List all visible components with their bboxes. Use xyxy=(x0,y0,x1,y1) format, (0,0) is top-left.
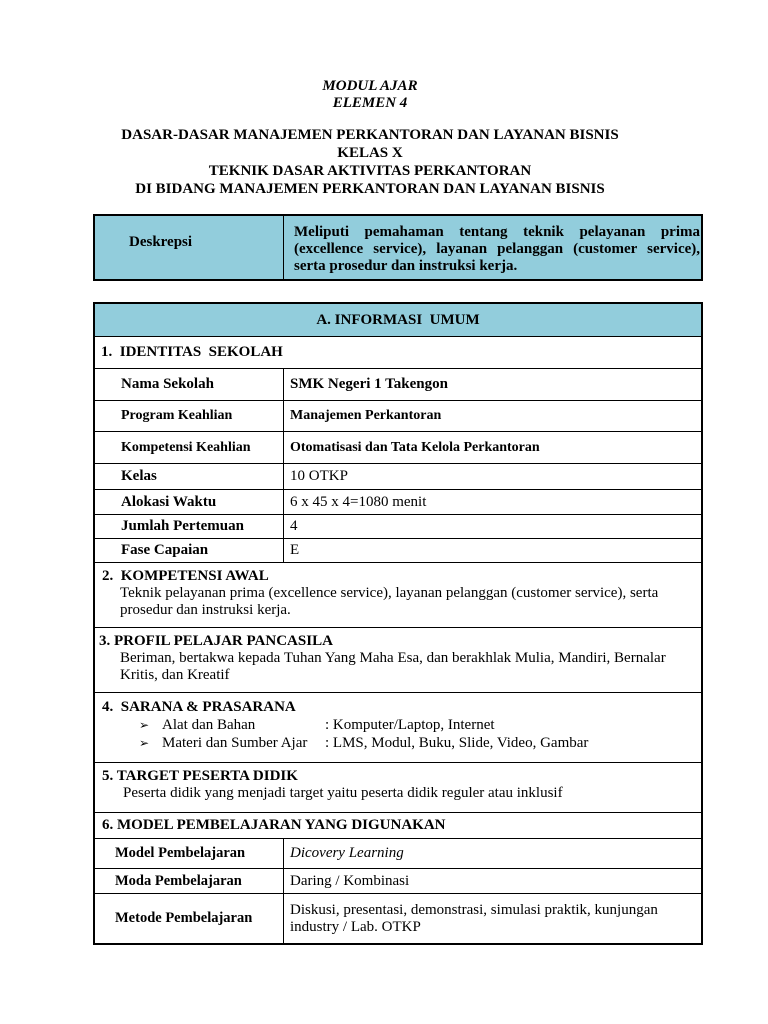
student-profile-heading: 3. PROFIL PELAJAR PANCASILA xyxy=(99,633,333,649)
table-row xyxy=(95,431,701,463)
description-line: Meliputi pemahaman tentang teknik pelayanan prima xyxy=(294,224,700,240)
element-title: ELEMEN 4 xyxy=(332,95,408,111)
description-label: Deskrepsi xyxy=(95,216,284,279)
learning-model-value: Dicovery Learning xyxy=(290,845,404,861)
description-line: serta prosedur dan instruksi kerja. xyxy=(294,258,518,274)
phase-label: Fase Capaian xyxy=(95,539,284,562)
class-title: KELAS X xyxy=(337,145,403,161)
table-row xyxy=(95,368,701,400)
field-title: DI BIDANG MANAJEMEN PERKANTORAN DAN LAYANAN BISNIS xyxy=(135,181,605,197)
program-label: Program Keahlian xyxy=(95,401,284,431)
facility-value: : LMS, Modul, Buku, Slide, Video, Gambar xyxy=(325,735,589,751)
school-name-label: Nama Sekolah xyxy=(95,369,284,400)
learning-mode-value: Daring / Kombinasi xyxy=(290,872,410,889)
time-allocation-value: 6 x 45 x 4=1080 menit xyxy=(290,493,427,510)
facilities-heading: 4. SARANA & PRASARANA xyxy=(102,699,296,715)
learning-model-label: Model Pembelajaran xyxy=(95,839,284,868)
meeting-count-label: Jumlah Pertemuan xyxy=(95,515,284,538)
table-row xyxy=(95,489,701,514)
learning-method-line: industry / Lab. OTKP xyxy=(290,918,421,935)
school-identity-heading: 1. IDENTITAS SEKOLAH xyxy=(95,336,701,368)
initial-competency-section xyxy=(95,562,701,627)
target-heading: 5. TARGET PESERTA DIDIK xyxy=(102,768,298,784)
initial-competency-line: Teknik pelayanan prima (excellence service), layanan pelanggan (customer service), serta xyxy=(120,585,659,601)
facilities-section xyxy=(95,692,701,762)
arrowhead-bullet-icon xyxy=(139,734,162,752)
module-title: MODUL AJAR xyxy=(322,78,418,94)
table-row xyxy=(95,400,701,431)
phase-value: E xyxy=(290,542,300,558)
student-profile-section xyxy=(95,627,701,692)
competency-value: Otomatisasi dan Tata Kelola Perkantoran xyxy=(290,439,540,455)
arrowhead-bullet-icon xyxy=(139,716,162,734)
subject-title: DASAR-DASAR MANAJEMEN PERKANTORAN DAN LAYANAN BISNIS xyxy=(121,127,619,143)
target-section xyxy=(95,762,701,812)
student-profile-line: Kritis, dan Kreatif xyxy=(120,667,230,683)
table-row xyxy=(95,868,701,893)
learning-method-value xyxy=(284,894,701,943)
learning-method-line: Diskusi, presentasi, demonstrasi, simulasi praktik, kunjungan xyxy=(290,901,658,918)
list-item xyxy=(95,716,701,734)
learning-mode-label: Moda Pembelajaran xyxy=(95,869,284,893)
table-row xyxy=(95,893,701,943)
general-information-table xyxy=(93,302,703,945)
list-item xyxy=(95,734,701,752)
facility-label: Materi dan Sumber Ajar xyxy=(162,735,308,751)
initial-competency-line: prosedur dan instruksi kerja. xyxy=(120,602,291,618)
description-table xyxy=(93,214,703,281)
facility-label: Alat dan Bahan xyxy=(162,717,256,733)
target-line: Peserta didik yang menjadi target yaitu peserta didik reguler atau inklusif xyxy=(123,785,563,801)
description-text xyxy=(284,216,701,279)
table-row xyxy=(95,463,701,489)
learning-method-label: Metode Pembelajaran xyxy=(95,894,284,943)
table-row xyxy=(95,838,701,868)
topic-title: TEKNIK DASAR AKTIVITAS PERKANTORAN xyxy=(208,163,532,179)
learning-model-heading: 6. MODEL PEMBELAJARAN YANG DIGUNAKAN xyxy=(95,812,701,838)
competency-label: Kompetensi Keahlian xyxy=(95,432,284,463)
initial-competency-heading: 2. KOMPETENSI AWAL xyxy=(102,568,269,584)
general-information-heading: A. INFORMASI UMUM xyxy=(95,304,701,336)
student-profile-line: Beriman, bertakwa kepada Tuhan Yang Maha Esa, dan berakhlak Mulia, Mandiri, Bernalar xyxy=(120,650,666,666)
meeting-count-value: 4 xyxy=(290,518,298,534)
class-value: 10 OTKP xyxy=(290,468,348,484)
title-block xyxy=(60,78,680,198)
table-row xyxy=(95,514,701,538)
facility-value: : Komputer/Laptop, Internet xyxy=(325,717,495,733)
description-line: (excellence service), layanan pelanggan (customer service), xyxy=(294,241,700,257)
program-value: Manajemen Perkantoran xyxy=(290,408,442,423)
class-label: Kelas xyxy=(95,464,284,489)
time-allocation-label: Alokasi Waktu xyxy=(95,490,284,514)
table-row xyxy=(95,538,701,562)
school-name-value: SMK Negeri 1 Takengon xyxy=(290,376,448,392)
